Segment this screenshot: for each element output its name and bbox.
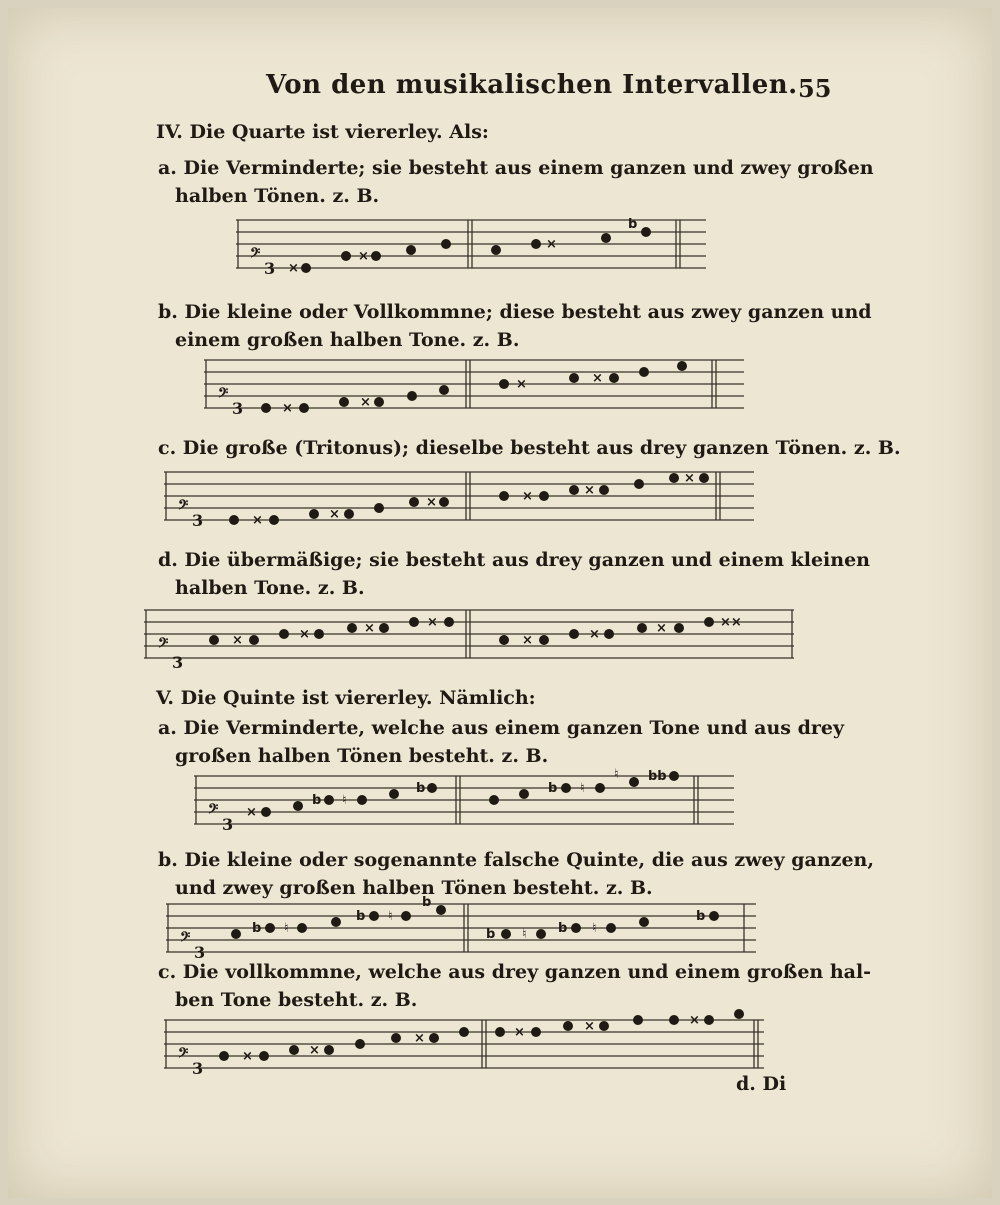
- iv-a-text-line1: a. Die Verminderte; sie besteht aus einem ganzen und zwey großen: [158, 157, 874, 179]
- natural-icon: ♮: [592, 921, 597, 936]
- note: [309, 509, 319, 519]
- note: [357, 795, 367, 805]
- note: [704, 1015, 714, 1025]
- note: [599, 1021, 609, 1031]
- bass-clef-icon: 𝄢: [218, 385, 229, 404]
- note: [297, 923, 307, 933]
- note: [569, 629, 579, 639]
- sharp-icon: ×: [232, 633, 243, 648]
- note: [637, 623, 647, 633]
- v-a-text-line2: großen halben Tönen besteht. z. B.: [175, 745, 549, 767]
- iv-b-text-line2: einem großen halben Tone. z. B.: [175, 329, 520, 351]
- bass-clef-icon: 𝄢: [250, 245, 261, 264]
- sharp-icon: ×: [309, 1043, 320, 1058]
- note: [429, 1033, 439, 1043]
- iv-a-music-staff: [236, 208, 726, 280]
- clef-number-label: 3: [192, 1059, 204, 1078]
- sharp-icon: ×: [427, 615, 438, 630]
- note: [634, 479, 644, 489]
- v-b-text-line1: b. Die kleine oder sogenannte falsche Quinte, die aus zwey ganzen,: [158, 849, 874, 871]
- sharp-icon: ×: [514, 1025, 525, 1040]
- note: [439, 385, 449, 395]
- note: [531, 239, 541, 249]
- note: [604, 629, 614, 639]
- note: [669, 771, 679, 781]
- note: [669, 1015, 679, 1025]
- sharp-icon: ×: [252, 513, 263, 528]
- note: [374, 503, 384, 513]
- note: [569, 373, 579, 383]
- note: [629, 777, 639, 787]
- sharp-icon: ×: [242, 1049, 253, 1064]
- note: [401, 911, 411, 921]
- natural-icon: ♮: [614, 767, 619, 782]
- note: [427, 783, 437, 793]
- natural-icon: ♮: [522, 927, 527, 942]
- note: [229, 515, 239, 525]
- note: [324, 795, 334, 805]
- note: [569, 485, 579, 495]
- bass-clef-icon: 𝄢: [178, 497, 189, 516]
- v-b-text-line2: und zwey großen halben Tönen besteht. z. B.: [175, 877, 653, 899]
- v-a-music-staff: [194, 764, 754, 836]
- note: [677, 361, 687, 371]
- clef-number-label: 3: [264, 259, 276, 278]
- v-c-music-staff: [164, 1008, 784, 1080]
- note: [633, 1015, 643, 1025]
- flat-icon: b: [422, 895, 432, 910]
- note: [314, 629, 324, 639]
- note: [639, 367, 649, 377]
- note: [734, 1009, 744, 1019]
- note: [439, 497, 449, 507]
- note: [406, 245, 416, 255]
- sharp-icon: ×: [516, 377, 527, 392]
- flat-icon: b: [252, 921, 262, 936]
- natural-icon: ♮: [284, 921, 289, 936]
- note: [331, 917, 341, 927]
- sharp-icon: ×: [329, 507, 340, 522]
- note: [495, 1027, 505, 1037]
- note: [407, 391, 417, 401]
- natural-icon: ♮: [580, 781, 585, 796]
- clef-number-label: 3: [222, 815, 234, 834]
- note: [444, 617, 454, 627]
- note: [339, 397, 349, 407]
- note: [674, 623, 684, 633]
- sharp-icon: ×: [522, 489, 533, 504]
- flat-icon: b: [312, 793, 322, 808]
- flat-icon: b: [628, 217, 638, 232]
- note: [299, 403, 309, 413]
- note: [499, 491, 509, 501]
- note: [489, 795, 499, 805]
- note: [499, 635, 509, 645]
- v-b-music-staff: [166, 892, 766, 964]
- sharp-icon: ×: [246, 805, 257, 820]
- v-c-text-line2: ben Tone besteht. z. B.: [175, 989, 418, 1011]
- note: [669, 473, 679, 483]
- note: [519, 789, 529, 799]
- running-header-title: Von den musikalischen Intervallen.: [266, 70, 798, 100]
- note: [491, 245, 501, 255]
- note: [269, 515, 279, 525]
- sharp-icon: ×: [584, 1019, 595, 1034]
- note: [699, 473, 709, 483]
- note: [355, 1039, 365, 1049]
- note: [265, 923, 275, 933]
- note: [261, 403, 271, 413]
- v-c-text-line1: c. Die vollkommne, welche aus drey ganzen und einem großen hal-: [158, 961, 872, 983]
- clef-number-label: 3: [232, 399, 244, 418]
- note: [369, 911, 379, 921]
- note: [409, 617, 419, 627]
- flat-icon: b: [548, 781, 558, 796]
- note: [704, 617, 714, 627]
- iv-a-text-line2: halben Tönen. z. B.: [175, 185, 380, 207]
- natural-icon: ♮: [388, 909, 393, 924]
- sharp-icon: ×: [584, 483, 595, 498]
- sharp-icon: ×: [364, 621, 375, 636]
- note: [609, 373, 619, 383]
- note: [231, 929, 241, 939]
- sharp-icon: ×: [522, 633, 533, 648]
- clef-number-label: 3: [172, 653, 184, 672]
- note: [595, 783, 605, 793]
- note: [571, 923, 581, 933]
- iv-d-music-staff: [144, 598, 804, 674]
- note: [409, 497, 419, 507]
- note: [289, 1045, 299, 1055]
- sharp-icon: ×: [282, 401, 293, 416]
- note: [639, 917, 649, 927]
- sharp-icon: ×: [684, 471, 695, 486]
- clef-number-label: 3: [194, 943, 206, 962]
- page-number: 55: [798, 74, 832, 103]
- iv-c-text-line1: c. Die große (Tritonus); dieselbe besteht aus drey ganzen Tönen. z. B.: [158, 437, 901, 459]
- flat-icon: b: [356, 909, 366, 924]
- catchword: d. Di: [736, 1073, 787, 1095]
- sharp-icon: ×: [589, 627, 600, 642]
- sharp-icon: ×: [426, 495, 437, 510]
- note: [347, 623, 357, 633]
- note: [209, 635, 219, 645]
- sharp-icon: ×: [360, 395, 371, 410]
- note: [436, 905, 446, 915]
- bass-clef-icon: 𝄢: [178, 1045, 189, 1064]
- sharp-icon: ×: [414, 1031, 425, 1046]
- note: [536, 929, 546, 939]
- flat-icon: b: [558, 921, 568, 936]
- bass-clef-icon: 𝄢: [158, 635, 169, 654]
- note: [259, 1051, 269, 1061]
- book-page: [8, 8, 992, 1198]
- note: [561, 783, 571, 793]
- note: [709, 911, 719, 921]
- note: [459, 1027, 469, 1037]
- note: [601, 233, 611, 243]
- sharp-icon: ×: [546, 237, 557, 252]
- note: [379, 623, 389, 633]
- note: [606, 923, 616, 933]
- flat-icon: b: [486, 927, 496, 942]
- sharp-icon: ×: [288, 261, 299, 276]
- note: [563, 1021, 573, 1031]
- iv-b-text-line1: b. Die kleine oder Vollkommne; diese besteht aus zwey ganzen und: [158, 301, 872, 323]
- sharp-icon: ×: [358, 249, 369, 264]
- note: [599, 485, 609, 495]
- note: [301, 263, 311, 273]
- sharp-icon: ×: [689, 1013, 700, 1028]
- note: [293, 801, 303, 811]
- note: [249, 635, 259, 645]
- flat-icon: b: [416, 781, 426, 796]
- bass-clef-icon: 𝄢: [180, 929, 191, 948]
- note: [324, 1045, 334, 1055]
- iv-d-text-line2: halben Tone. z. B.: [175, 577, 365, 599]
- note: [341, 251, 351, 261]
- iv-b-music-staff: [204, 348, 764, 420]
- flat-icon: b: [696, 909, 706, 924]
- note: [441, 239, 451, 249]
- note: [344, 509, 354, 519]
- note: [374, 397, 384, 407]
- note: [219, 1051, 229, 1061]
- sharp-icon: ×: [656, 621, 667, 636]
- section-iv-heading: IV. Die Quarte ist viererley. Als:: [156, 121, 489, 143]
- section-v-heading: V. Die Quinte ist viererley. Nämlich:: [156, 687, 536, 709]
- note: [539, 635, 549, 645]
- iv-c-music-staff: [164, 460, 764, 532]
- note: [391, 1033, 401, 1043]
- sharp-icon: ×: [592, 371, 603, 386]
- note: [499, 379, 509, 389]
- clef-number-label: 3: [192, 511, 204, 530]
- note: [389, 789, 399, 799]
- sharp-icon: ×: [299, 627, 310, 642]
- natural-icon: ♮: [342, 793, 347, 808]
- note: [501, 929, 511, 939]
- flat-icon: bb: [648, 769, 667, 784]
- sharp-icon: ××: [720, 615, 742, 630]
- note: [539, 491, 549, 501]
- v-a-text-line1: a. Die Verminderte, welche aus einem ganzen Tone und aus drey: [158, 717, 845, 739]
- note: [531, 1027, 541, 1037]
- note: [279, 629, 289, 639]
- bass-clef-icon: 𝄢: [208, 801, 219, 820]
- note: [261, 807, 271, 817]
- note: [371, 251, 381, 261]
- iv-d-text-line1: d. Die übermäßige; sie besteht aus drey ganzen und einem kleinen: [158, 549, 870, 571]
- note: [641, 227, 651, 237]
